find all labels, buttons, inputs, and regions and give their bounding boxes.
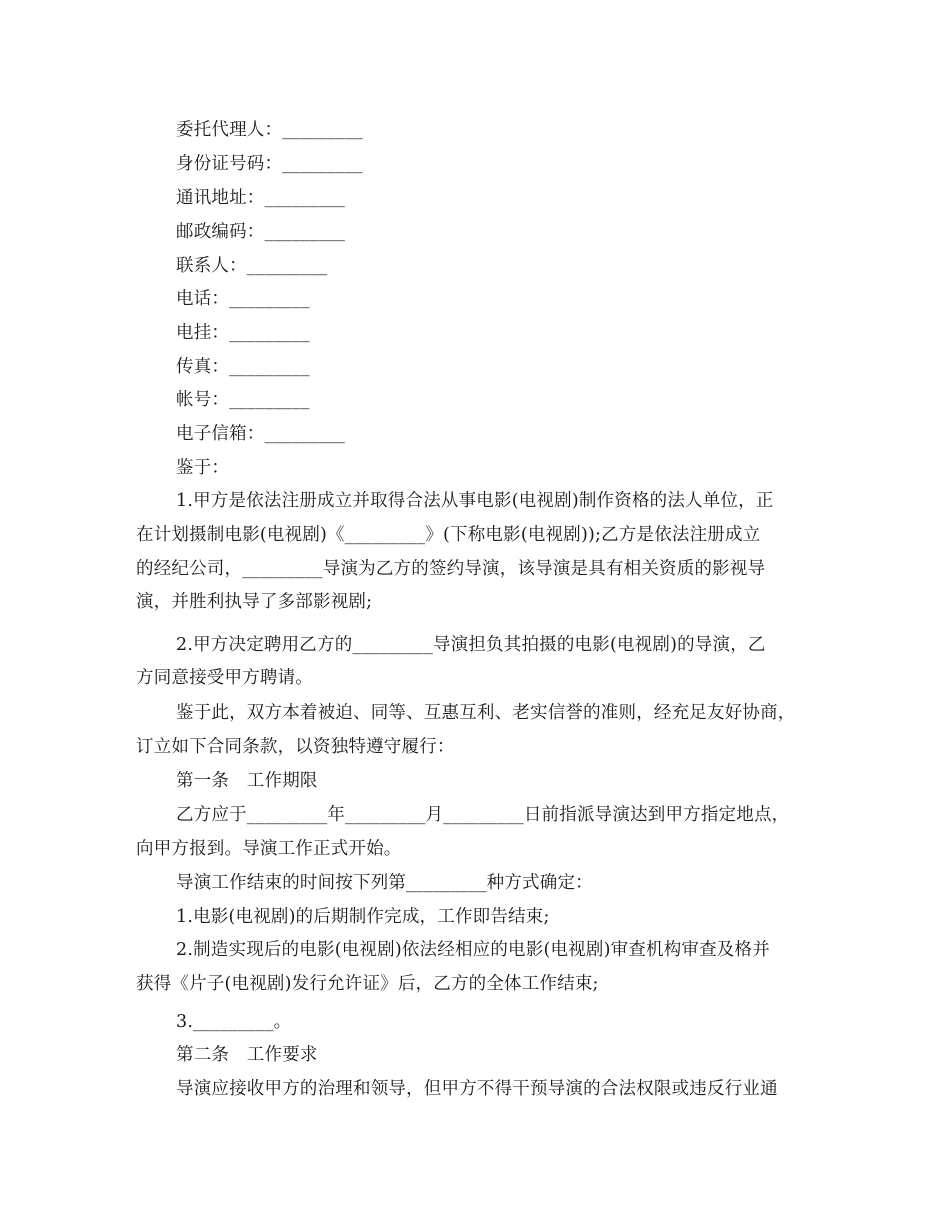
field-id-number: 身份证号码：_________ (176, 154, 363, 174)
paragraph-line: 导演工作结束的时间按下列第_________种方式确定： (176, 873, 593, 893)
paragraph-line: 向甲方报到。导演工作正式开始。 (136, 839, 402, 859)
paragraph-line: 鉴于此，双方本着被迫、同等、互惠互利、老实信誉的准则，经充足友好协商， (176, 703, 796, 723)
paragraph-line: 乙方应于_________年_________月_________日前指派导演达到甲方指定地点， (176, 805, 790, 825)
paragraph-line: 3._________。 (176, 1012, 292, 1032)
paragraph-line: 导演应接收甲方的治理和领导，但甲方不得干预导演的合法权限或违反行业通 (176, 1079, 778, 1099)
field-email: 电子信箱：_________ (176, 424, 346, 444)
field-fax: 传真：_________ (176, 357, 310, 377)
paragraph-line: 2.甲方决定聘用乙方的_________导演担负其拍摄的电影(电视剧)的导演，乙 (176, 635, 766, 655)
paragraph-line: 方同意接受甲方聘请。 (136, 668, 313, 688)
article-2-heading: 第二条 工作要求 (176, 1045, 318, 1065)
field-agent: 委托代理人：_________ (176, 120, 363, 140)
paragraph-line: 获得《片子(电视剧)发行允许证》后，乙方的全体工作结束; (136, 974, 599, 994)
field-cable: 电挂：_________ (176, 323, 310, 343)
paragraph-line: 1.电影(电视剧)的后期制作完成，工作即告结束; (176, 907, 550, 927)
field-contact: 联系人：_________ (176, 256, 328, 276)
article-1-heading: 第一条 工作期限 (176, 771, 318, 791)
paragraph-line: 的经纪公司，_________导演为乙方的签约导演，该导演是具有相关资质的影视导 (136, 559, 766, 579)
field-address: 通讯地址：_________ (176, 188, 346, 208)
field-account: 帐号：_________ (176, 390, 310, 410)
field-phone: 电话：_________ (176, 289, 310, 309)
paragraph-line: 1.甲方是依法注册成立并取得合法从事电影(电视剧)制作资格的法人单位，正 (176, 491, 774, 511)
paragraph-line: 在计划摄制电影(电视剧)《_________》(下称电影(电视剧));乙方是依法注册成立 (136, 525, 761, 545)
paragraph-line: 2.制造实现后的电影(电视剧)依法经相应的电影(电视剧)审查机构审查及格并 (176, 940, 770, 960)
paragraph-line: 订立如下合同条款，以资独特遵守履行： (136, 737, 455, 757)
paragraph-line: 演，并胜利执导了多部影视剧; (136, 592, 373, 612)
field-postcode: 邮政编码：_________ (176, 222, 346, 242)
whereas-heading: 鉴于： (176, 458, 230, 478)
